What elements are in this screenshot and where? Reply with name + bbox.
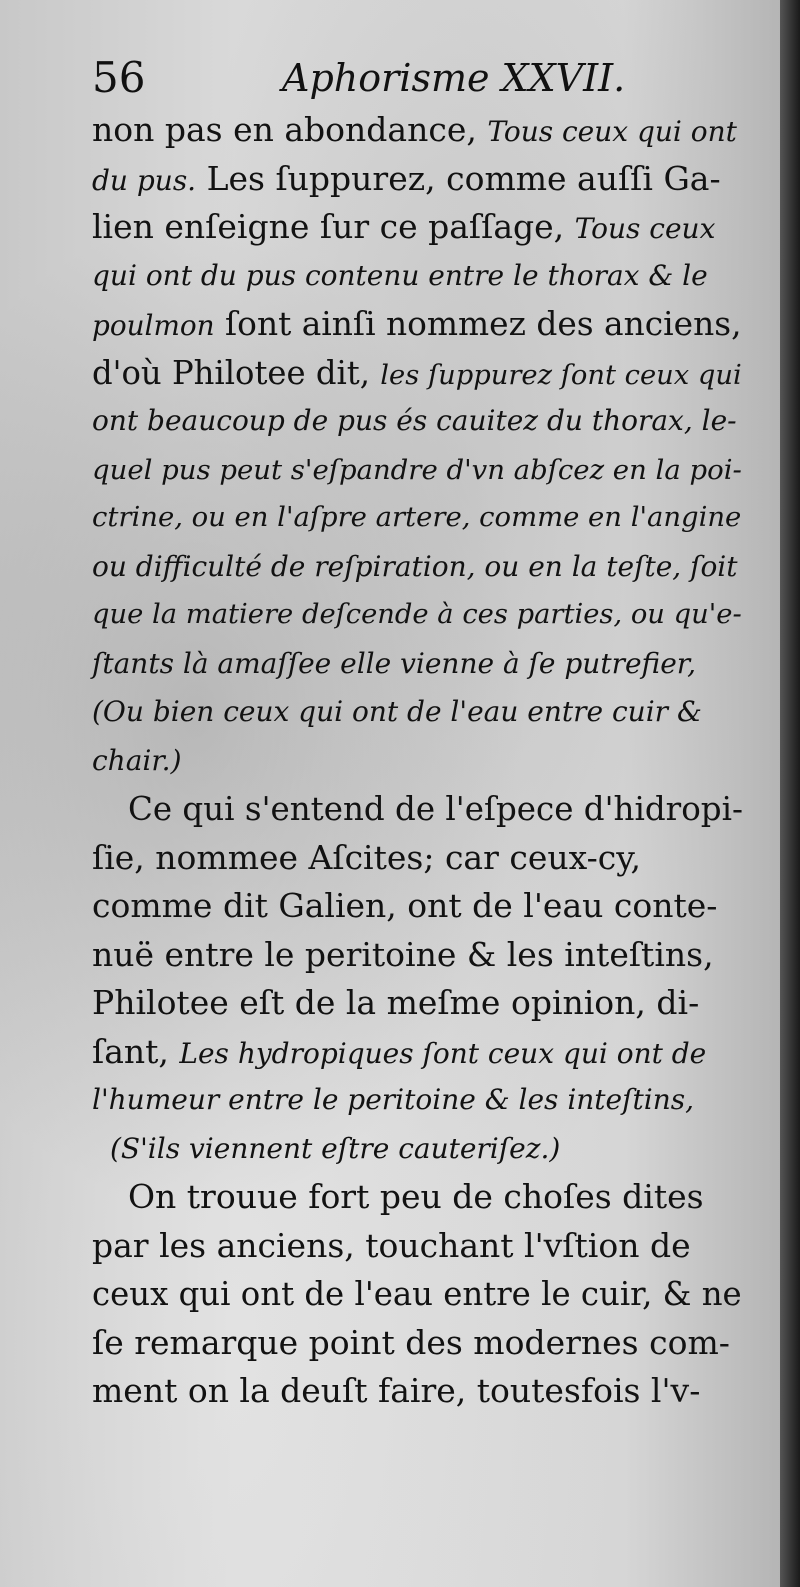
- roman-text-segment: non pas en abondance,: [92, 110, 488, 149]
- text-line: [92, 979, 742, 1028]
- text-line: [92, 1028, 742, 1077]
- text-line: [92, 155, 742, 204]
- text-line: [92, 446, 742, 495]
- roman-text-segment: Philotee eſt de la meſme opinion, di-: [92, 983, 700, 1022]
- roman-text-segment: ment on la deuſt faire, toutesfois l'v-: [92, 1371, 701, 1410]
- text-line: [92, 397, 742, 446]
- page-number: 56: [92, 53, 146, 102]
- text-line: [92, 1319, 742, 1368]
- italic-text-segment: Les hydropiques ſont ceux qui ont de: [179, 1036, 707, 1070]
- roman-text-segment: ſont ainſi nommez des anciens,: [214, 305, 742, 343]
- text-line: [92, 1222, 742, 1271]
- book-spine-edge: [780, 0, 800, 1587]
- text-line: [92, 834, 742, 883]
- roman-text-segment: ceux qui ont de l'eau entre le cuir, & ne: [92, 1275, 742, 1313]
- italic-text-segment: (Ou bien ceux qui ont de l'eau entre cuir &: [92, 695, 702, 728]
- text-line: [92, 882, 742, 931]
- text-line: [92, 543, 742, 592]
- roman-text-segment: Les ſuppurez, comme auſſi Ga-: [196, 158, 721, 198]
- italic-text-segment: quel pus peut s'eſpandre d'vn abſcez en la poi-: [92, 453, 742, 486]
- roman-text-segment: ſant,: [92, 1031, 180, 1071]
- text-line: [92, 591, 742, 640]
- roman-text-segment: ſie, nommee Aſcites; car ceux-cy,: [92, 837, 642, 877]
- italic-text-segment: ou difficulté de reſpiration, ou en la teſte, ſoit: [92, 549, 738, 583]
- italic-text-segment: (S'ils viennent eſtre cauteriſez.): [110, 1131, 561, 1165]
- roman-text-segment: On trouue fort peu de choſes dites: [128, 1177, 704, 1216]
- text-line: [92, 1125, 742, 1174]
- running-head: Aphorisme XXVII.: [282, 56, 626, 100]
- italic-text-segment: qui ont du pus contenu entre le thorax & le: [92, 258, 708, 292]
- italic-text-segment: du pus.: [92, 163, 197, 197]
- body-text: [92, 106, 742, 1416]
- page-header: [92, 52, 626, 104]
- italic-text-segment: que la matiere deſcende à ces parties, ou qu'e-: [92, 599, 742, 630]
- italic-text-segment: Tous ceux qui ont: [487, 115, 737, 148]
- text-line: [92, 737, 742, 786]
- italic-text-segment: l'humeur entre le peritoine & les inteſtins,: [92, 1083, 694, 1116]
- text-line: [92, 252, 742, 301]
- italic-text-segment: ſtants là amaſſee elle vienne à ſe putrefier,: [92, 646, 696, 680]
- roman-text-segment: nuë entre le peritoine & les inteſtins,: [92, 934, 714, 974]
- text-line: [92, 349, 742, 398]
- text-line: [92, 494, 742, 543]
- text-line: [92, 1270, 742, 1319]
- italic-text-segment: ont beaucoup de pus és cauitez du thorax, le-: [92, 404, 737, 437]
- text-line: [92, 1367, 742, 1416]
- text-line: [92, 785, 742, 834]
- text-line: [92, 931, 742, 980]
- italic-text-segment: les ſuppurez ſont ceux qui: [380, 359, 742, 391]
- roman-text-segment: par les anciens, touchant l'vſtion de: [92, 1225, 691, 1265]
- text-line: [92, 106, 742, 155]
- roman-text-segment: comme dit Galien, ont de l'eau conte-: [92, 886, 718, 925]
- roman-text-segment: d'où Philotee dit,: [92, 353, 381, 392]
- italic-text-segment: Tous ceux: [574, 212, 716, 245]
- italic-text-segment: chair.): [92, 743, 182, 777]
- text-line: [92, 688, 742, 737]
- italic-text-segment: ctrine, ou en l'aſpre artere, comme en l'angine: [92, 502, 742, 533]
- text-line: [92, 1173, 742, 1222]
- text-line: [92, 203, 742, 252]
- roman-text-segment: Ce qui s'entend de l'eſpece d'hidropi-: [128, 790, 743, 828]
- text-line: [92, 1076, 742, 1125]
- text-line: [92, 640, 742, 689]
- text-line: [92, 300, 742, 349]
- roman-text-segment: lien enſeigne ſur ce paſſage,: [92, 207, 575, 246]
- italic-text-segment: poulmon: [92, 309, 215, 342]
- roman-text-segment: ſe remarque point des modernes com-: [92, 1322, 730, 1362]
